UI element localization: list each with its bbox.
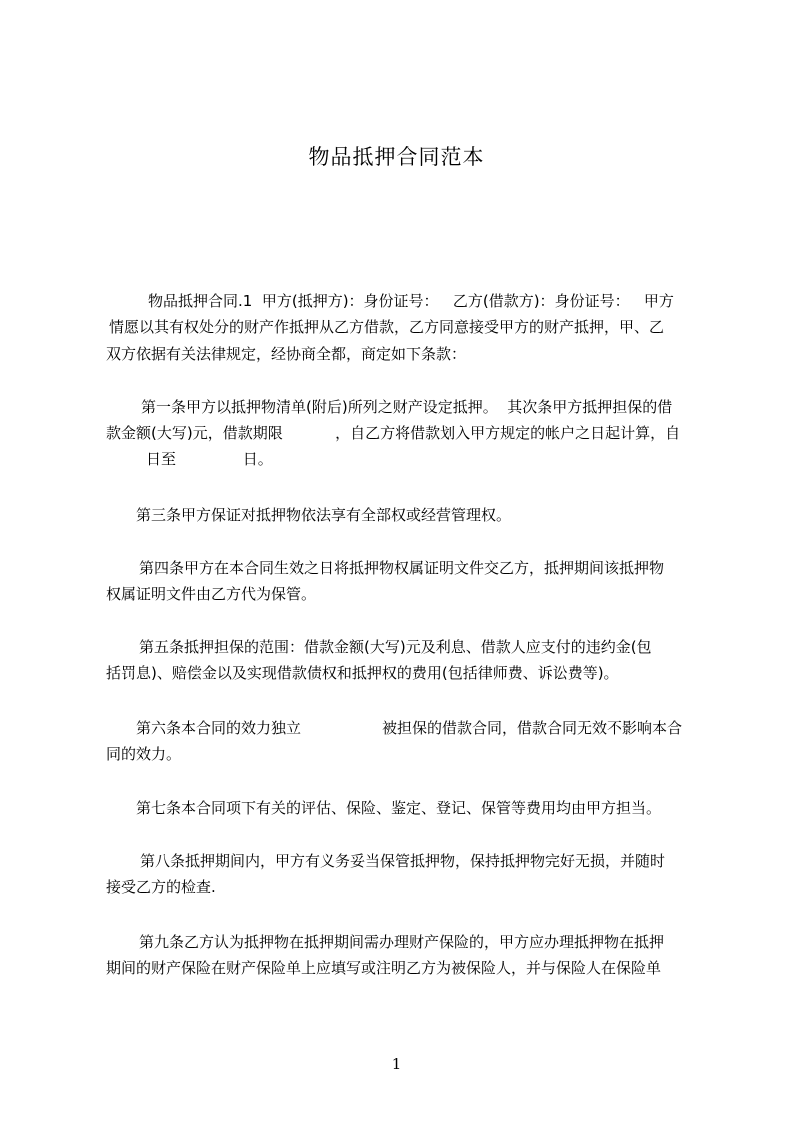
- text-line: 第八条抵押期间内，甲方有义务妥当保管抵押物，保持抵押物完好无损，并随时: [140, 852, 666, 870]
- text-line: 第五条抵押担保的范围：借款金额(大写)元及利息、借款人应支付的违约金(包: [139, 638, 652, 656]
- text-line: 第九条乙方认为抵押物在抵押期间需办理财产保险的，甲方应办理抵押物在抵押: [139, 933, 665, 951]
- text-line: 款金额(大写)元，借款期限 ，自乙方将借款划入甲方规定的帐户之日起计算，自: [106, 424, 681, 442]
- document-title: 物品抵押合同范本: [308, 145, 485, 169]
- page-number: 1: [391, 1055, 402, 1073]
- text-line: 第三条甲方保证对抵押物依法享有全部权或经营管理权。: [136, 506, 512, 524]
- text-line: 权属证明文件由乙方代为保管。: [106, 585, 317, 603]
- text-line: 接受乙方的检查.: [106, 878, 216, 896]
- text-line: 括罚息)、赔偿金以及实现借款债权和抵押权的费用(包括律师费、诉讼费等)。: [106, 664, 619, 682]
- text-line: 第一条甲方以抵押物清单(附后)所列之财产设定抵押。 其次条甲方抵押担保的借: [141, 398, 673, 416]
- text-line: 情愿以其有权处分的财产作抵押从乙方借款，乙方同意接受甲方的财产抵押，甲、乙: [109, 318, 665, 336]
- text-line: 物品抵押合同.1 甲方(抵押方)：身份证号： 乙方(借款方)：身份证号： 甲方: [148, 292, 674, 310]
- text-line: 第四条甲方在本合同生效之日将抵押物权属证明文件交乙方，抵押期间该抵押物: [139, 559, 665, 577]
- text-line: 第七条本合同项下有关的评估、保险、鉴定、登记、保管等费用均由甲方担当。: [136, 799, 662, 817]
- text-line: 第六条本合同的效力独立 被担保的借款合同，借款合同无效不影响本合: [136, 719, 683, 737]
- text-line: 双方依据有关法律规定，经协商全都，商定如下条款：: [106, 345, 467, 363]
- text-line: 同的效力。: [106, 745, 182, 763]
- text-line: 日至 日。: [146, 450, 273, 468]
- text-line: 期间的财产保险在财产保险单上应填写或注明乙方为被保险人，并与保险人在保险单: [106, 959, 662, 977]
